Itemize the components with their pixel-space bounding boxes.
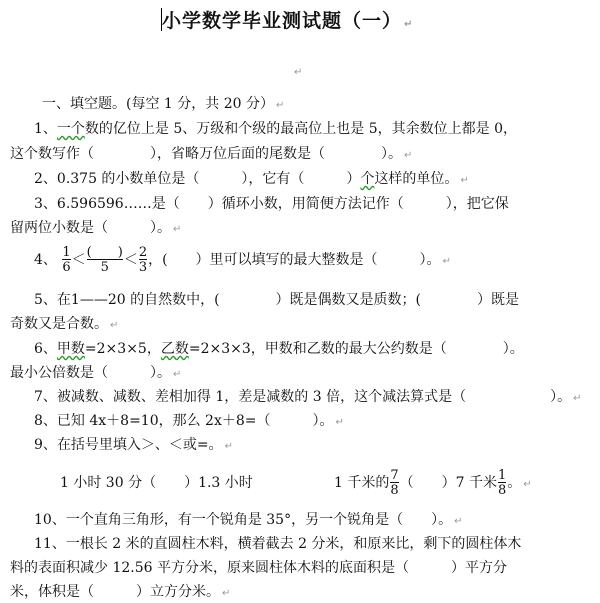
question-6-line-2: 最小公倍数是（ ）。 ↵ <box>10 365 182 381</box>
page-title <box>162 6 413 33</box>
question-4: 4、 $\frac{1}{6}$ ＜ $\frac{( )}{5}$ ＜ $\frac{2}{3}$ ，( ）里可以填写的最大整数是（ ）。 ↵ <box>34 245 451 275</box>
paragraph-mark-icon: ↵ <box>335 417 344 428</box>
question-5-line-2: 奇数又是合数。 ↵ <box>10 316 119 332</box>
paragraph-mark-icon: ↵ <box>523 479 532 490</box>
paragraph-mark-icon: ↵ <box>110 320 119 331</box>
paragraph-mark-icon: ↵ <box>173 224 182 235</box>
fraction-one-sixth: $\frac{1}{6}$ <box>62 245 71 275</box>
paragraph-mark-icon: ↵ <box>404 150 413 161</box>
empty-paragraph <box>292 62 302 82</box>
paragraph-mark-icon: ↵ <box>224 441 234 452</box>
question-10: 10、一个直角三角形，有一个锐角是 35°，另一个锐角是（ ）。 ↵ <box>34 512 463 528</box>
question-9-compare-a: 1 小时 30 分（ ）1.3 小时 <box>60 475 253 491</box>
spellcheck-underlined-word: 乙数 <box>160 341 189 357</box>
question-5-line-1: 5、在1——20 的自然数中，( ）既是偶数又是质数；( ）既是 <box>34 292 520 308</box>
paragraph-mark-icon: ↵ <box>173 369 182 380</box>
paragraph-mark-icon: ↵ <box>454 516 463 527</box>
paragraph-mark-icon: ↵ <box>460 175 469 186</box>
paragraph-mark-icon: ↵ <box>275 100 285 111</box>
question-3-line-2: 留两位小数是（ ）。 ↵ <box>10 220 182 236</box>
fraction-one-eighth: $\frac{1}{8}$ <box>498 468 507 498</box>
fraction-seven-eighths: $\frac{7}{8}$ <box>390 468 399 498</box>
paragraph-mark-icon: ↵ <box>294 67 303 78</box>
question-3-line-1: 3、6.596596……是（ ）循环小数，用简便方法记作（ ），把它保 <box>34 196 509 212</box>
question-11-line-3: 米，体积是（ ）立方分米。 ↵ <box>10 584 231 600</box>
question-11-line-1: 11、一根长 2 米的直圆柱木料，横着截去 2 分米，和原来比，剩下的圆柱体木 <box>34 536 522 552</box>
question-9: 9、在括号里填入＞、＜或=。 ↵ <box>34 437 234 453</box>
question-11-line-2: 料的表面积减少 12.56 平方分米，原来圆柱体木料的底面积是（ ）平方分 <box>10 560 507 576</box>
section-heading <box>42 95 284 115</box>
spellcheck-underlined-word: 一个 <box>56 121 85 137</box>
question-2: 2、0.375 的小数单位是（ ），它有（ ）个这样的单位。 ↵ <box>34 171 469 187</box>
title-text: 小学数学毕业测试题（一） <box>162 10 403 32</box>
spellcheck-underlined-word: 甲数 <box>56 341 85 357</box>
paragraph-mark-icon: ↵ <box>573 393 582 404</box>
question-6-line-1: 6、甲数=2×3×5，乙数=2×3×3，甲数和乙数的最大公约数是（ ）。 <box>34 341 524 357</box>
paragraph-mark-icon: ↵ <box>442 256 451 267</box>
question-1-line-2: 这个数写作（ ），省略万位后面的尾数是（ ）。 ↵ <box>10 146 413 162</box>
question-1-line-1: 1、一个数的亿位上是 5、万级和个级的最高位上也是 5，其余数位上都是 0， <box>34 121 517 137</box>
paragraph-mark-icon: ↵ <box>222 588 231 599</box>
question-7: 7、被减数、减数、差相加得 1，差是减数的 3 倍，这个减法算式是（ ）。 ↵ <box>34 389 582 405</box>
fraction-blank-over-five: $\frac{( )}{5}$ <box>86 245 123 275</box>
question-8: 8、已知 4x＋8=10，那么 2x＋8=（ ）。 ↵ <box>34 413 344 429</box>
spellcheck-underlined-word: 个 <box>360 171 375 187</box>
section-heading-text: 一、填空题。(每空 1 分，共 20 分） <box>42 96 274 112</box>
fraction-two-thirds: $\frac{2}{3}$ <box>138 245 148 275</box>
question-9-compare-b: 1 千米的 $\frac{7}{8}$ （ ）7 千米 $\frac{1}{8}$ 。 ↵ <box>334 468 532 498</box>
paragraph-mark-icon: ↵ <box>404 19 414 30</box>
